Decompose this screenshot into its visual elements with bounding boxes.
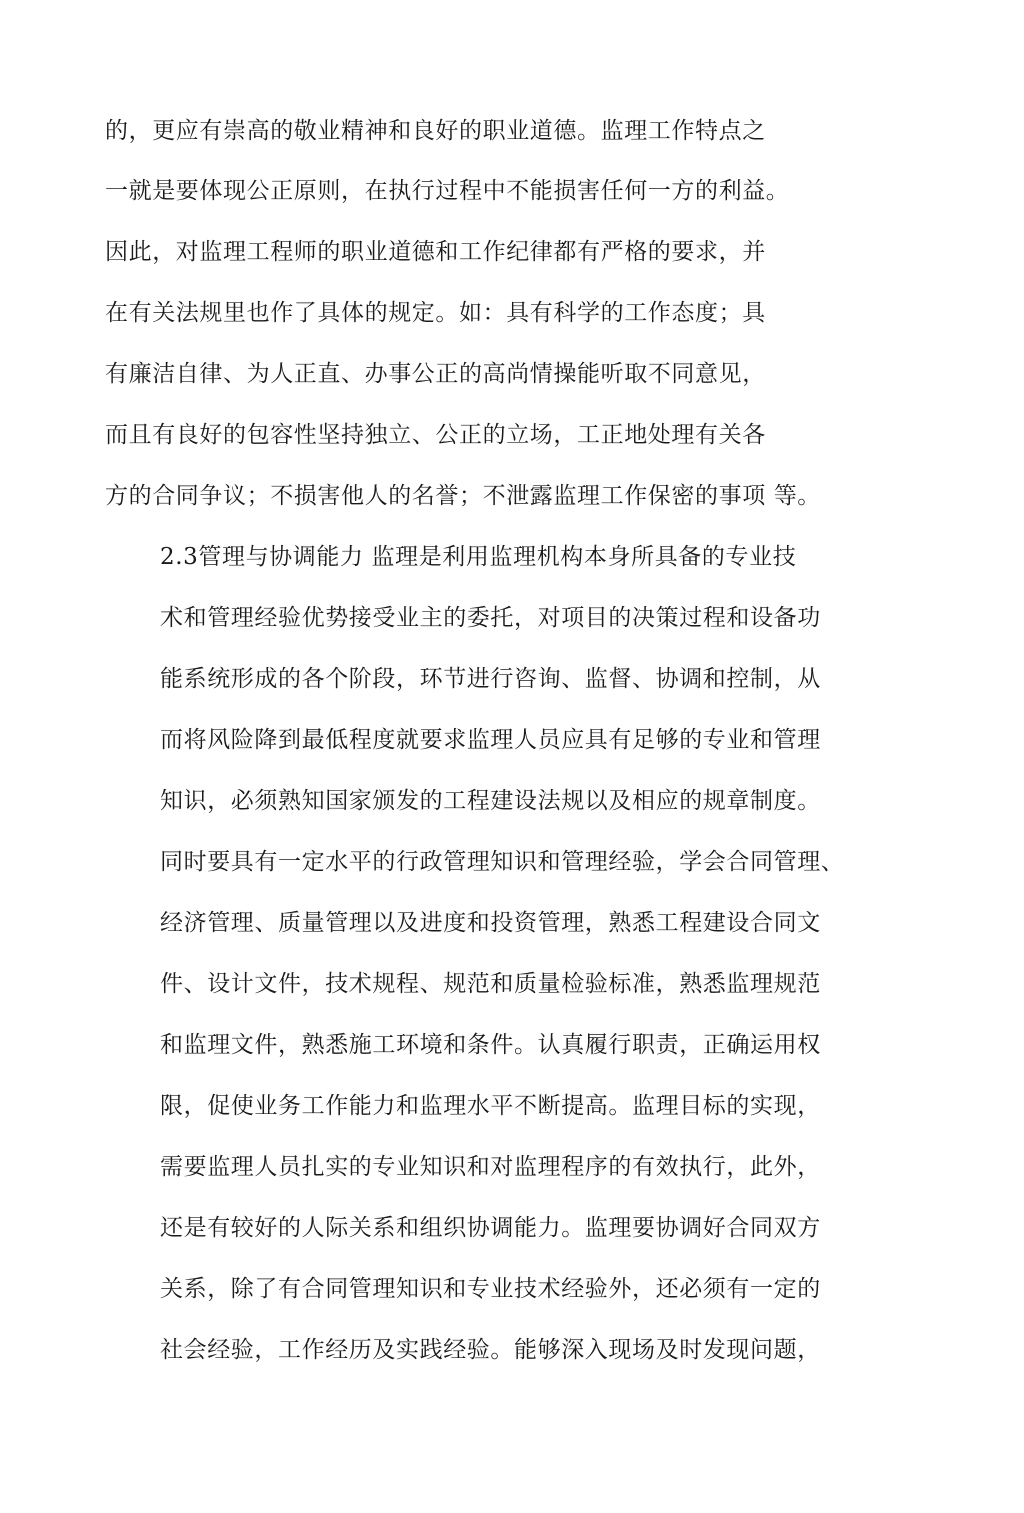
text-line-19: 还是有较好的人际关系和组织协调能力。监理要协调好合同双方 bbox=[160, 1215, 821, 1241]
text-line-1: 的，更应有崇高的敬业精神和良好的职业道德。监理工作特点之 bbox=[105, 118, 766, 144]
text-line-21: 社会经验，工作经历及实践经验。能够深入现场及时发现问题， bbox=[160, 1337, 821, 1363]
text-line-3: 因此，对监理工程师的职业道德和工作纪律都有严格的要求，并 bbox=[105, 239, 766, 265]
text-line-11: 而将风险降到最低程度就要求监理人员应具有足够的专业和管理 bbox=[160, 727, 821, 753]
text-line-4: 在有关法规里也作了具体的规定。如：具有科学的工作态度；具 bbox=[105, 300, 766, 326]
text-line-17: 限，促使业务工作能力和监理水平不断提高。监理目标的实现， bbox=[160, 1093, 821, 1119]
text-line-16: 和监理文件，熟悉施工环境和条件。认真履行职责，正确运用权 bbox=[160, 1032, 821, 1058]
text-line-18: 需要监理人员扎实的专业知识和对监理程序的有效执行，此外， bbox=[160, 1154, 821, 1180]
text-line-7: 方的合同争议；不损害他人的名誉；不泄露监理工作保密的事项 等。 bbox=[105, 483, 821, 509]
text-line-13: 同时要具有一定水平的行政管理知识和管理经验，学会合同管理、 bbox=[160, 849, 845, 875]
text-line-10: 能系统形成的各个阶段，环节进行咨询、监督、协调和控制，从 bbox=[160, 666, 821, 692]
text-line-15: 件、设计文件，技术规程、规范和质量检验标准，熟悉监理规范 bbox=[160, 971, 821, 997]
text-line-20: 关系，除了有合同管理知识和专业技术经验外，还必须有一定的 bbox=[160, 1276, 821, 1302]
text-line-2: 一就是要体现公正原则，在执行过程中不能损害任何一方的利益。 bbox=[105, 178, 790, 204]
text-line-5: 有廉洁自律、为人正直、办事公正的高尚情操能听取不同意见， bbox=[105, 361, 766, 387]
text-line-9: 术和管理经验优势接受业主的委托，对项目的决策过程和设备功 bbox=[160, 605, 821, 631]
text-line-6: 而且有良好的包容性坚持独立、公正的立场，工正地处理有关各 bbox=[105, 422, 766, 448]
text-line-14: 经济管理、质量管理以及进度和投资管理，熟悉工程建设合同文 bbox=[160, 910, 821, 936]
text-line-8: 2.3管理与协调能力 监理是利用监理机构本身所具备的专业技 bbox=[160, 544, 797, 570]
text-line-12: 知识，必须熟知国家颁发的工程建设法规以及相应的规章制度。 bbox=[160, 788, 821, 814]
